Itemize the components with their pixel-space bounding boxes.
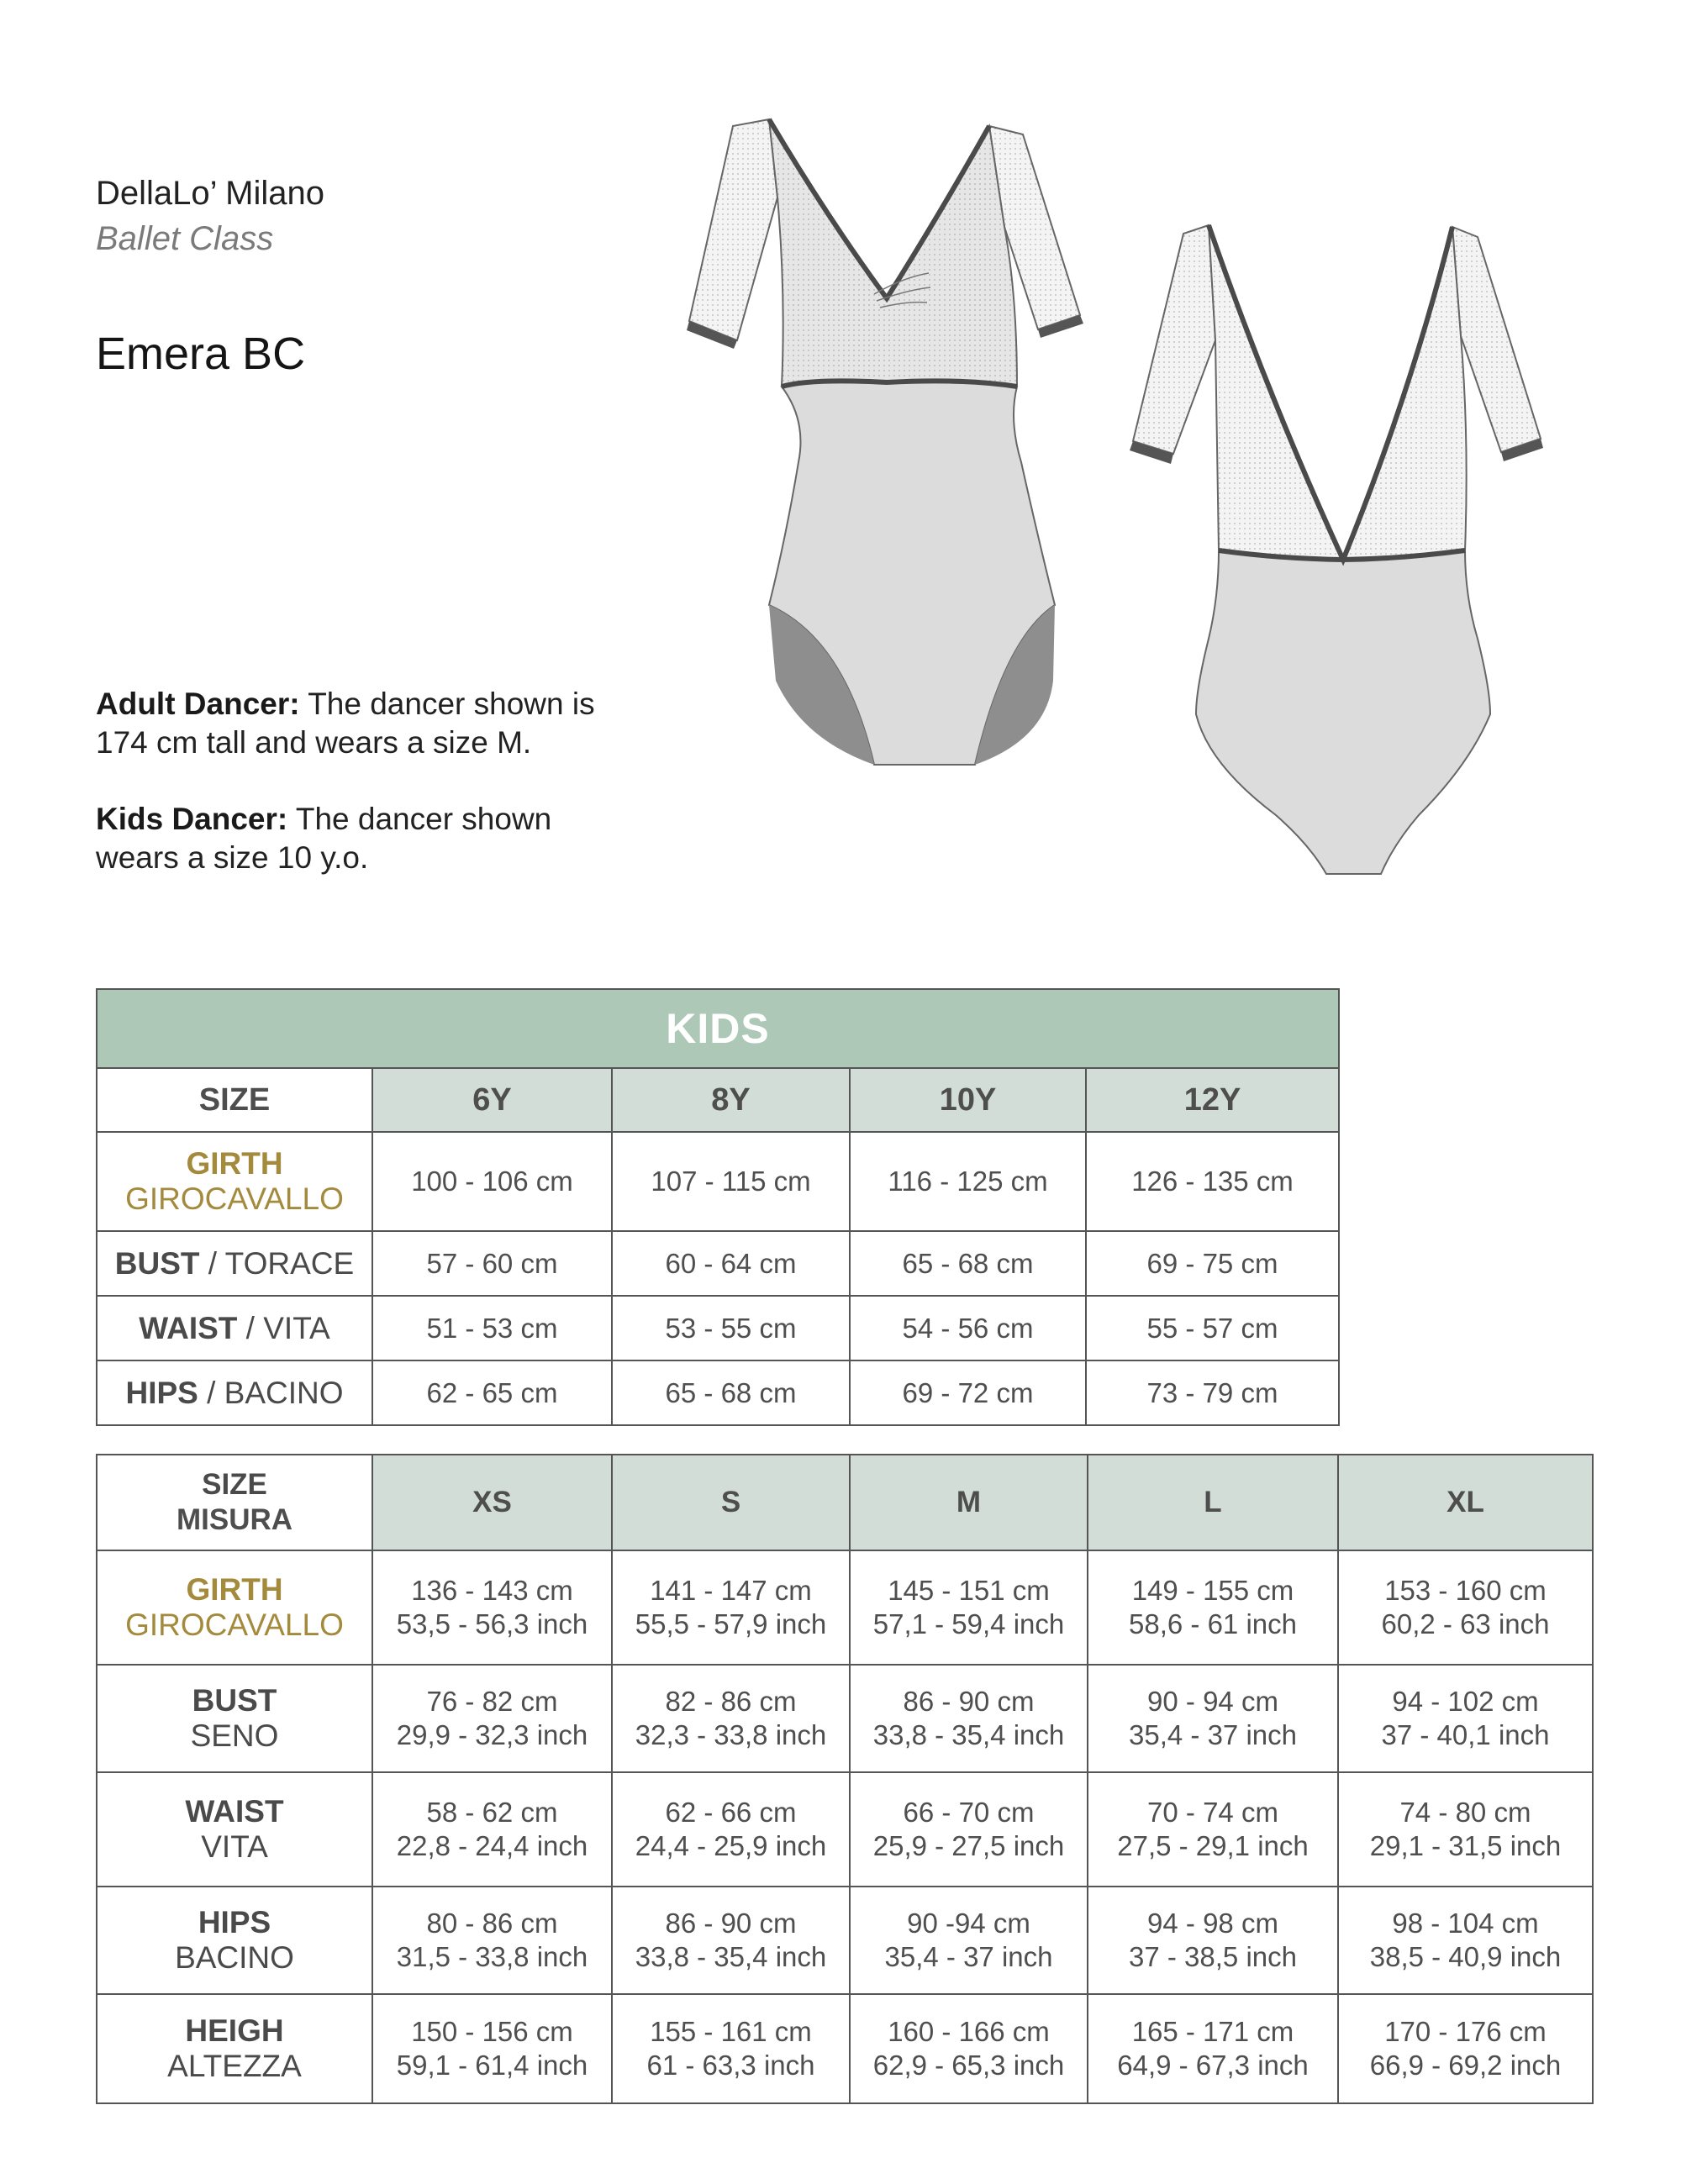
adult-height-cell bbox=[372, 1994, 612, 2103]
adult-hips-label-en: HIPS bbox=[198, 1905, 271, 1939]
kids-waist-label-en: WAIST bbox=[139, 1310, 238, 1345]
adult-girth-cell bbox=[1338, 1550, 1593, 1665]
adult-bust-label-it: SENO bbox=[190, 1718, 279, 1753]
adult-waist-row bbox=[97, 1772, 1593, 1887]
kids-bust-value: 57 - 60 cm bbox=[372, 1231, 612, 1296]
adult-size-l: L bbox=[1088, 1455, 1338, 1550]
value-inch: 24,4 - 25,9 inch bbox=[635, 1830, 827, 1861]
adult-girth-cell bbox=[850, 1550, 1088, 1665]
kids-waist-value: 54 - 56 cm bbox=[850, 1296, 1086, 1360]
value-cm: 98 - 104 cm bbox=[1392, 1908, 1539, 1939]
value-cm: 136 - 143 cm bbox=[411, 1575, 573, 1606]
adult-bust-label-en: BUST bbox=[192, 1683, 277, 1718]
adult-girth-label-it: GIROCAVALLO bbox=[125, 1608, 344, 1642]
value-cm: 141 - 147 cm bbox=[650, 1575, 812, 1606]
kids-hips-row bbox=[97, 1360, 1339, 1425]
value-inch: 38,5 - 40,9 inch bbox=[1369, 1941, 1562, 1972]
kids-hips-label-en: HIPS bbox=[125, 1375, 198, 1410]
value-inch: 25,9 - 27,5 inch bbox=[872, 1830, 1065, 1861]
kids-dancer-label: Kids Dancer: bbox=[96, 802, 288, 836]
kids-bust-value: 60 - 64 cm bbox=[612, 1231, 850, 1296]
kids-girth-value: 116 - 125 cm bbox=[850, 1132, 1086, 1231]
adult-height-label-it: ALTEZZA bbox=[167, 2049, 302, 2083]
value-cm: 66 - 70 cm bbox=[903, 1797, 1035, 1828]
value-inch: 53,5 - 56,3 inch bbox=[396, 1608, 588, 1639]
kids-waist-label-it: / VITA bbox=[237, 1310, 330, 1345]
value-cm: 94 - 98 cm bbox=[1147, 1908, 1278, 1939]
adult-bust-cell bbox=[850, 1665, 1088, 1772]
adult-girth-row bbox=[97, 1550, 1593, 1665]
value-inch: 33,8 - 35,4 inch bbox=[635, 1941, 827, 1972]
value-inch: 66,9 - 69,2 inch bbox=[1369, 2050, 1562, 2081]
value-cm: 153 - 160 cm bbox=[1384, 1575, 1547, 1606]
adult-size-label-it: MISURA bbox=[176, 1503, 293, 1536]
adult-bust-label bbox=[97, 1665, 372, 1772]
adult-hips-label bbox=[97, 1887, 372, 1994]
adult-dancer-note bbox=[96, 685, 617, 762]
value-cm: 74 - 80 cm bbox=[1399, 1797, 1531, 1828]
kids-table-title: KIDS bbox=[97, 989, 1339, 1068]
kids-waist-label bbox=[97, 1296, 372, 1360]
value-inch: 57,1 - 59,4 inch bbox=[872, 1608, 1065, 1639]
kids-girth-label bbox=[97, 1132, 372, 1231]
adult-girth-cell bbox=[1088, 1550, 1338, 1665]
value-cm: 80 - 86 cm bbox=[426, 1908, 558, 1939]
kids-waist-value: 53 - 55 cm bbox=[612, 1296, 850, 1360]
kids-waist-value: 55 - 57 cm bbox=[1086, 1296, 1339, 1360]
value-cm: 90 - 94 cm bbox=[1147, 1686, 1278, 1717]
adult-height-cell bbox=[1088, 1994, 1338, 2103]
value-inch: 60,2 - 63 inch bbox=[1381, 1608, 1550, 1639]
value-cm: 82 - 86 cm bbox=[665, 1686, 797, 1717]
value-cm: 76 - 82 cm bbox=[426, 1686, 558, 1717]
adult-height-cell bbox=[612, 1994, 850, 2103]
adult-hips-cell bbox=[1088, 1887, 1338, 1994]
kids-title-row bbox=[97, 989, 1339, 1068]
kids-hips-label-it: / BACINO bbox=[198, 1375, 344, 1410]
value-inch: 55,5 - 57,9 inch bbox=[635, 1608, 827, 1639]
value-inch: 35,4 - 37 inch bbox=[1129, 1719, 1297, 1750]
kids-size-label: SIZE bbox=[97, 1068, 372, 1132]
kids-girth-value: 107 - 115 cm bbox=[612, 1132, 850, 1231]
adult-bust-cell bbox=[612, 1665, 850, 1772]
value-cm: 62 - 66 cm bbox=[665, 1797, 797, 1828]
value-inch: 31,5 - 33,8 inch bbox=[396, 1941, 588, 1972]
adult-hips-cell bbox=[850, 1887, 1088, 1994]
kids-waist-value: 51 - 53 cm bbox=[372, 1296, 612, 1360]
kids-bust-value: 69 - 75 cm bbox=[1086, 1231, 1339, 1296]
adult-size-header-row bbox=[97, 1455, 1593, 1550]
kids-girth-value: 126 - 135 cm bbox=[1086, 1132, 1339, 1231]
adult-waist-label-en: WAIST bbox=[185, 1794, 284, 1829]
value-inch: 37 - 40,1 inch bbox=[1381, 1719, 1550, 1750]
kids-bust-label-en: BUST bbox=[114, 1245, 200, 1281]
kids-bust-row bbox=[97, 1231, 1339, 1296]
adult-waist-cell bbox=[372, 1772, 612, 1887]
adult-height-row bbox=[97, 1994, 1593, 2103]
value-inch: 29,9 - 32,3 inch bbox=[396, 1719, 588, 1750]
value-inch: 29,1 - 31,5 inch bbox=[1369, 1830, 1562, 1861]
value-inch: 59,1 - 61,4 inch bbox=[396, 2050, 588, 2081]
value-cm: 155 - 161 cm bbox=[650, 2016, 812, 2047]
collection-name: Ballet Class bbox=[96, 220, 274, 257]
kids-size-8y: 8Y bbox=[612, 1068, 850, 1132]
kids-hips-value: 69 - 72 cm bbox=[850, 1360, 1086, 1425]
adult-waist-label bbox=[97, 1772, 372, 1887]
value-cm: 149 - 155 cm bbox=[1131, 1575, 1294, 1606]
value-inch: 32,3 - 33,8 inch bbox=[635, 1719, 827, 1750]
adult-girth-cell bbox=[612, 1550, 850, 1665]
value-inch: 37 - 38,5 inch bbox=[1129, 1941, 1297, 1972]
kids-girth-value: 100 - 106 cm bbox=[372, 1132, 612, 1231]
value-cm: 160 - 166 cm bbox=[888, 2016, 1050, 2047]
kids-size-12y: 12Y bbox=[1086, 1068, 1339, 1132]
adult-waist-label-it: VITA bbox=[201, 1829, 268, 1864]
value-inch: 27,5 - 29,1 inch bbox=[1117, 1830, 1309, 1861]
adult-hips-cell bbox=[372, 1887, 612, 1994]
adult-girth-label-en: GIRTH bbox=[186, 1572, 283, 1607]
value-inch: 61 - 63,3 inch bbox=[646, 2050, 815, 2081]
adult-height-label bbox=[97, 1994, 372, 2103]
value-cm: 86 - 90 cm bbox=[665, 1908, 797, 1939]
value-cm: 90 -94 cm bbox=[907, 1908, 1030, 1939]
kids-bust-value: 65 - 68 cm bbox=[850, 1231, 1086, 1296]
value-cm: 94 - 102 cm bbox=[1392, 1686, 1539, 1717]
kids-dancer-text: The dancer shown wears a size 10 y.o. bbox=[96, 802, 552, 875]
adult-girth-cell bbox=[372, 1550, 612, 1665]
adult-size-s: S bbox=[612, 1455, 850, 1550]
adult-dancer-text: The dancer shown is 174 cm tall and wears a size M. bbox=[96, 687, 595, 760]
adult-hips-row bbox=[97, 1887, 1593, 1994]
kids-size-10y: 10Y bbox=[850, 1068, 1086, 1132]
kids-hips-value: 65 - 68 cm bbox=[612, 1360, 850, 1425]
leotard-front-illustration bbox=[685, 101, 1139, 773]
kids-dancer-note bbox=[96, 800, 617, 877]
value-cm: 70 - 74 cm bbox=[1147, 1797, 1278, 1828]
kids-size-6y: 6Y bbox=[372, 1068, 612, 1132]
value-inch: 33,8 - 35,4 inch bbox=[872, 1719, 1065, 1750]
kids-girth-label-it: GIROCAVALLO bbox=[125, 1181, 344, 1216]
kids-waist-row bbox=[97, 1296, 1339, 1360]
kids-size-header-row bbox=[97, 1068, 1339, 1132]
value-inch: 22,8 - 24,4 inch bbox=[396, 1830, 588, 1861]
kids-girth-label-en: GIRTH bbox=[186, 1146, 283, 1181]
adult-waist-cell bbox=[850, 1772, 1088, 1887]
adult-size-label-en: SIZE bbox=[202, 1468, 267, 1501]
adult-bust-cell bbox=[1338, 1665, 1593, 1772]
adult-waist-cell bbox=[1088, 1772, 1338, 1887]
adult-height-cell bbox=[850, 1994, 1088, 2103]
adult-bust-cell bbox=[372, 1665, 612, 1772]
brand-name: DellaLo’ Milano bbox=[96, 175, 324, 212]
adult-dancer-label: Adult Dancer: bbox=[96, 687, 300, 721]
adult-hips-cell bbox=[612, 1887, 850, 1994]
kids-bust-label-it: / TORACE bbox=[199, 1245, 355, 1281]
value-cm: 170 - 176 cm bbox=[1384, 2016, 1547, 2047]
leotard-back-illustration bbox=[1116, 218, 1570, 882]
value-inch: 58,6 - 61 inch bbox=[1129, 1608, 1297, 1639]
product-title: Emera BC bbox=[96, 329, 306, 379]
adult-waist-cell bbox=[1338, 1772, 1593, 1887]
value-cm: 145 - 151 cm bbox=[888, 1575, 1050, 1606]
kids-hips-value: 62 - 65 cm bbox=[372, 1360, 612, 1425]
kids-bust-label bbox=[97, 1231, 372, 1296]
kids-girth-row bbox=[97, 1132, 1339, 1231]
adult-hips-cell bbox=[1338, 1887, 1593, 1994]
value-cm: 58 - 62 cm bbox=[426, 1797, 558, 1828]
adult-size-xs: XS bbox=[372, 1455, 612, 1550]
adult-size-label bbox=[97, 1455, 372, 1550]
value-cm: 165 - 171 cm bbox=[1131, 2016, 1294, 2047]
adult-girth-label bbox=[97, 1550, 372, 1665]
value-inch: 35,4 - 37 inch bbox=[884, 1941, 1053, 1972]
adult-height-label-en: HEIGH bbox=[185, 2013, 284, 2048]
adult-waist-cell bbox=[612, 1772, 850, 1887]
value-inch: 64,9 - 67,3 inch bbox=[1117, 2050, 1309, 2081]
adult-hips-label-it: BACINO bbox=[175, 1940, 294, 1975]
adult-size-table bbox=[96, 1454, 1594, 2104]
value-cm: 150 - 156 cm bbox=[411, 2016, 573, 2047]
adult-height-cell bbox=[1338, 1994, 1593, 2103]
adult-bust-row bbox=[97, 1665, 1593, 1772]
value-inch: 62,9 - 65,3 inch bbox=[872, 2050, 1065, 2081]
kids-size-table bbox=[96, 988, 1340, 1426]
adult-size-xl: XL bbox=[1338, 1455, 1593, 1550]
value-cm: 86 - 90 cm bbox=[903, 1686, 1035, 1717]
kids-hips-label bbox=[97, 1360, 372, 1425]
adult-size-m: M bbox=[850, 1455, 1088, 1550]
adult-bust-cell bbox=[1088, 1665, 1338, 1772]
kids-hips-value: 73 - 79 cm bbox=[1086, 1360, 1339, 1425]
